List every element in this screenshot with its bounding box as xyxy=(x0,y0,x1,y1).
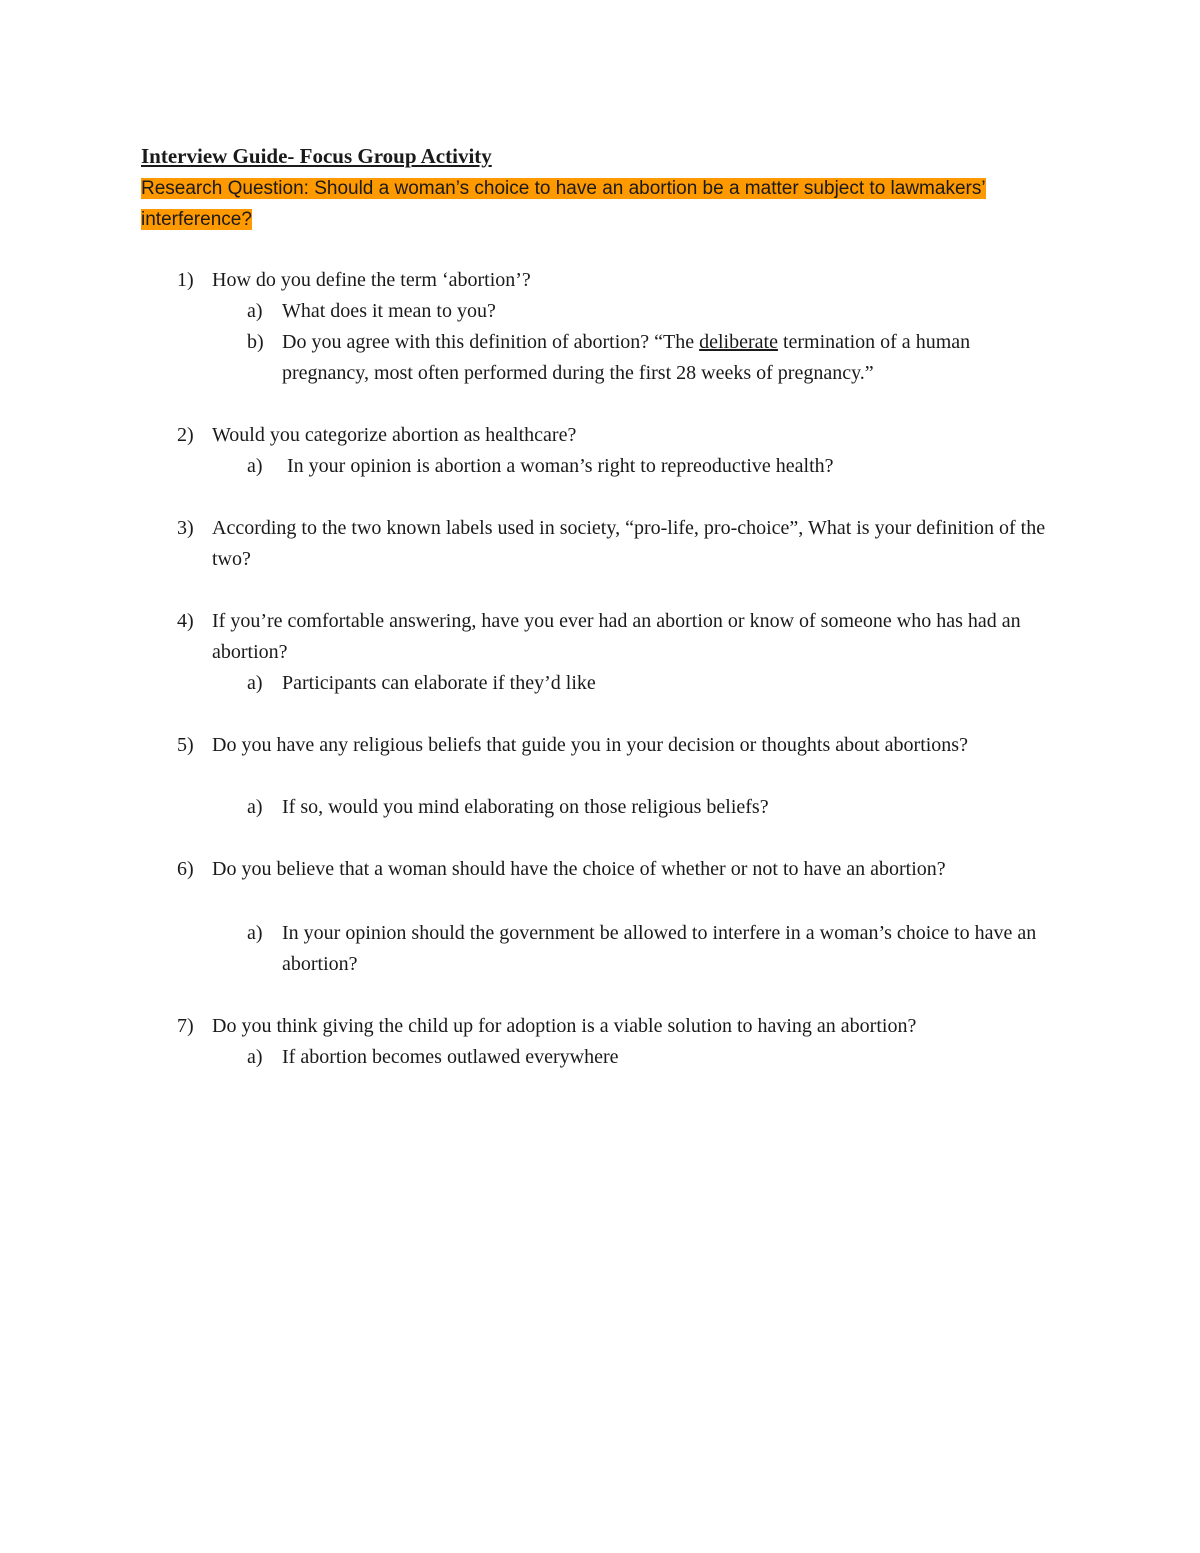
question-text: Would you categorize abortion as healthcare? xyxy=(212,424,577,446)
sub-letter: a) xyxy=(247,672,263,694)
sub-text: In your opinion should the government be allowed to interfere in a woman’s choice to have an abortion? xyxy=(282,922,1037,975)
underlined-word: deliberate xyxy=(699,331,778,353)
sub-text: In your opinion is abortion a woman’s right to repreoductive health? xyxy=(282,455,834,477)
question-number: 4) xyxy=(177,610,194,632)
sub-letter: b) xyxy=(247,331,264,353)
sub-text-after: termination of a human pregnancy, most often performed during the first 28 weeks of pregnancy.” xyxy=(282,331,971,384)
sub-text xyxy=(282,327,1062,389)
question-number: 2) xyxy=(177,424,194,446)
sub-text: What does it mean to you? xyxy=(282,300,496,322)
research-question xyxy=(141,173,991,235)
question-text: According to the two known labels used in society, “pro-life, pro-choice”, What is your definition of the two? xyxy=(212,517,1046,570)
question-number: 1) xyxy=(177,269,194,291)
sub-letter: a) xyxy=(247,922,263,944)
question-text: Do you think giving the child up for adoption is a viable solution to having an abortion? xyxy=(212,1015,917,1037)
sub-letter: a) xyxy=(247,300,263,322)
question-number: 3) xyxy=(177,517,194,539)
question-number: 6) xyxy=(177,858,194,880)
sub-text: If abortion becomes outlawed everywhere xyxy=(282,1046,619,1068)
question-number: 7) xyxy=(177,1015,194,1037)
sub-letter: a) xyxy=(247,455,263,477)
research-question-text: Research Question: Should a woman’s choice to have an abortion be a matter subject to lawmakers’ interference? xyxy=(141,178,986,230)
question-text: How do you define the term ‘abortion’? xyxy=(212,269,531,291)
sub-text: Participants can elaborate if they’d like xyxy=(282,672,596,694)
sub-letter: a) xyxy=(247,1046,263,1068)
sub-text: If so, would you mind elaborating on those religious beliefs? xyxy=(282,796,769,818)
question-text: Do you believe that a woman should have the choice of whether or not to have an abortion? xyxy=(212,858,946,880)
question-number: 5) xyxy=(177,734,194,756)
document-title: Interview Guide- Focus Group Activity xyxy=(141,144,492,168)
question-text: Do you have any religious beliefs that guide you in your decision or thoughts about abortions? xyxy=(212,734,968,756)
sub-text-before: Do you agree with this definition of abortion? “The xyxy=(282,331,700,353)
question-text: If you’re comfortable answering, have you ever had an abortion or know of someone who has had an abortion? xyxy=(212,610,1021,663)
sub-letter: a) xyxy=(247,796,263,818)
